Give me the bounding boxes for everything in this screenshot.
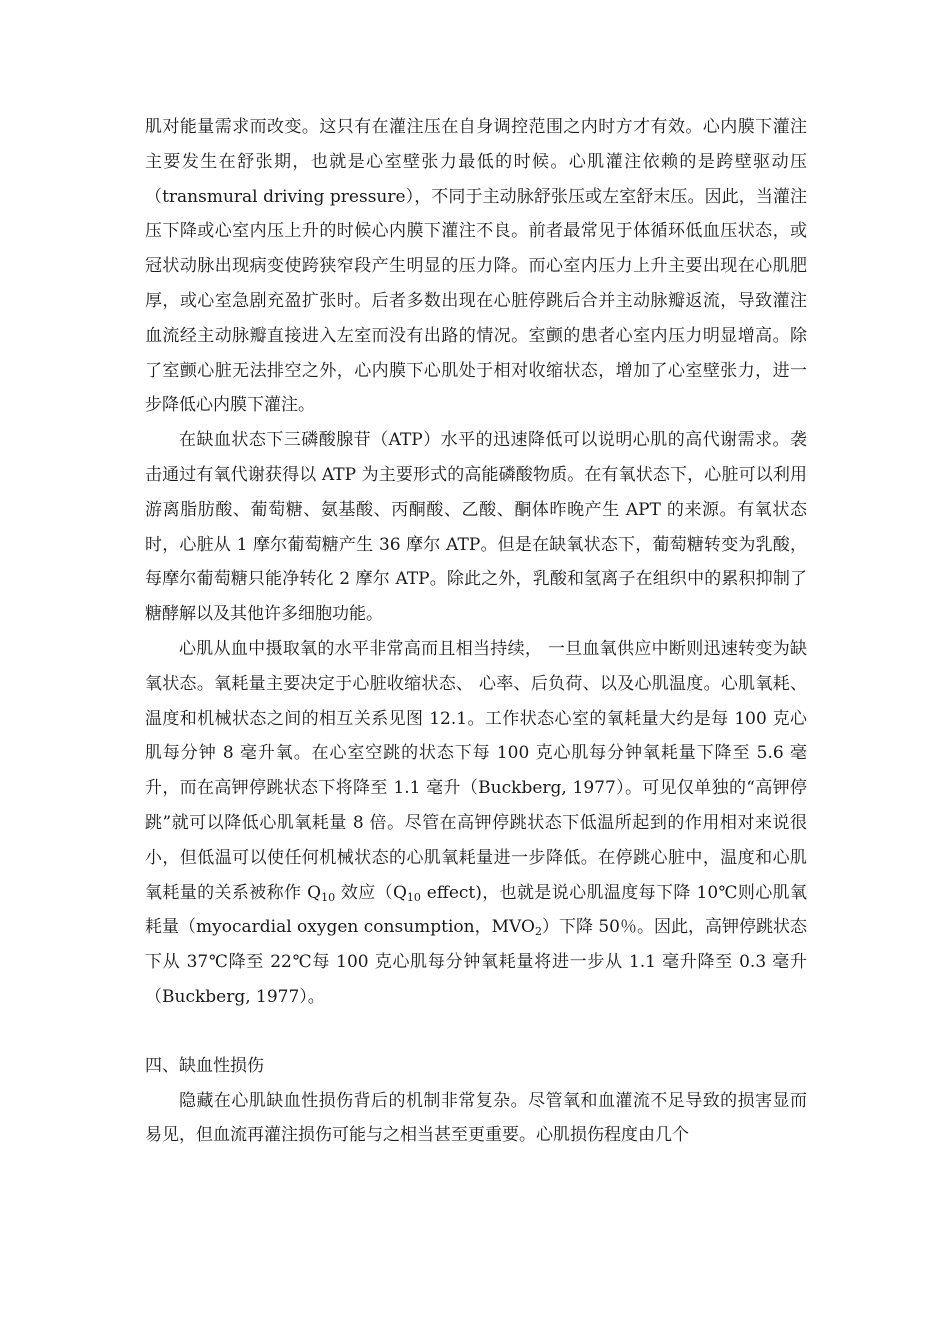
- oxygen-text-part-4: ）下降 50％。因此，高钾停跳状态下从 37℃降至 22℃每 100 克心肌每分钟氧耗量将进一步从 1.1 毫升降至 0.3 毫升（Buckberg, 1977）。: [145, 917, 807, 1007]
- document-page: [145, 110, 807, 1153]
- paragraph-ischemic-injury: 隐藏在心肌缺血性损伤背后的机制非常复杂。尽管氧和血灌流不足导致的损害显而易见，但血流再灌注损伤可能与之相当甚至更重要。心肌损伤程度由几个: [145, 1090, 807, 1146]
- q10-subscript-1: 10: [321, 890, 336, 904]
- section-heading: 四、缺血性损伤: [145, 1055, 264, 1076]
- oxygen-text-part-2: 效应（Q: [335, 882, 407, 903]
- oxygen-text-part-1: 心肌从血中摄取氧的水平非常高而且相当持续， 一旦血氧供应中断则迅速转变为缺氧状态。氧耗量主要决定于心脏收缩状态、 心率、后负荷、以及心肌温度。心肌氧耗、温度和机械状态之间的相互关系见图 12.1。工作状态心室的氧耗量大约是每 100 克心肌每分钟 8 毫升氧。在心室空跳的状态下每 100 克心肌每分钟氧耗量下降至 5.6 毫升，而在高钾停跳状态下将降至 1.1 毫升（Buckberg, 1977）。可见仅单独的“高钾停跳”就可以降低心肌氧耗量 8 倍。尽管在高钾停跳状态下低温所起到的作用相对来说很小，但低温可以使任何机械状态的心肌氧耗量进一步降低。在停跳心脏中，温度和心肌氧耗量的关系被称作 Q: [145, 638, 807, 903]
- paragraph-perfusion: 肌对能量需求而改变。这只有在灌注压在自身调控范围之内时方才有效。心内膜下灌注主要发生在舒张期，也就是心室壁张力最低的时候。心肌灌注依赖的是跨壁驱动压（transmural driving pressure），不同于主动脉舒张压或左室舒末压。因此，当灌注压下降或心室内压上升的时候心内膜下灌注不良。前者最常见于体循环低血压状态，或冠状动脉出现病变使跨狭窄段产生明显的压力降。而心室内压力上升主要出现在心肌肥厚，或心室急剧充盈扩张时。后者多数出现在心脏停跳后合并主动脉瓣返流，导致灌注血流经主动脉瓣直接进入左室而没有出路的情况。室颤的患者心室内压力明显增高。除了室颤心脏无法排空之外，心内膜下心肌处于相对收缩状态，增加了心室壁张力，进一步降低心内膜下灌注。: [145, 117, 807, 416]
- mvo2-subscript: 2: [534, 925, 542, 939]
- oxygen-text-part-3: effect)，也就是说心肌温度每下降 10℃则心肌氧耗量（myocardial oxygen consumption，MVO: [145, 882, 808, 938]
- q10-subscript-2: 10: [406, 890, 421, 904]
- paragraph-oxygen-consumption: [145, 632, 807, 1015]
- paragraph-atp: 在缺血状态下三磷酸腺苷（ATP）水平的迅速降低可以说明心肌的高代谢需求。袭击通过有氧代谢获得以 ATP 为主要形式的高能磷酸物质。在有氧状态下，心脏可以利用游离脂肪酸、葡萄糖、氨基酸、丙酮酸、乙酸、酮体昨晚产生 APT 的来源。有氧状态时，心脏从 1 摩尔葡萄糖产生 36 摩尔 ATP。但是在缺氧状态下，葡萄糖转变为乳酸，每摩尔葡萄糖只能净转化 2 摩尔 ATP。除此之外，乳酸和氢离子在组织中的累积抑制了糖酵解以及其他许多细胞功能。: [145, 430, 807, 625]
